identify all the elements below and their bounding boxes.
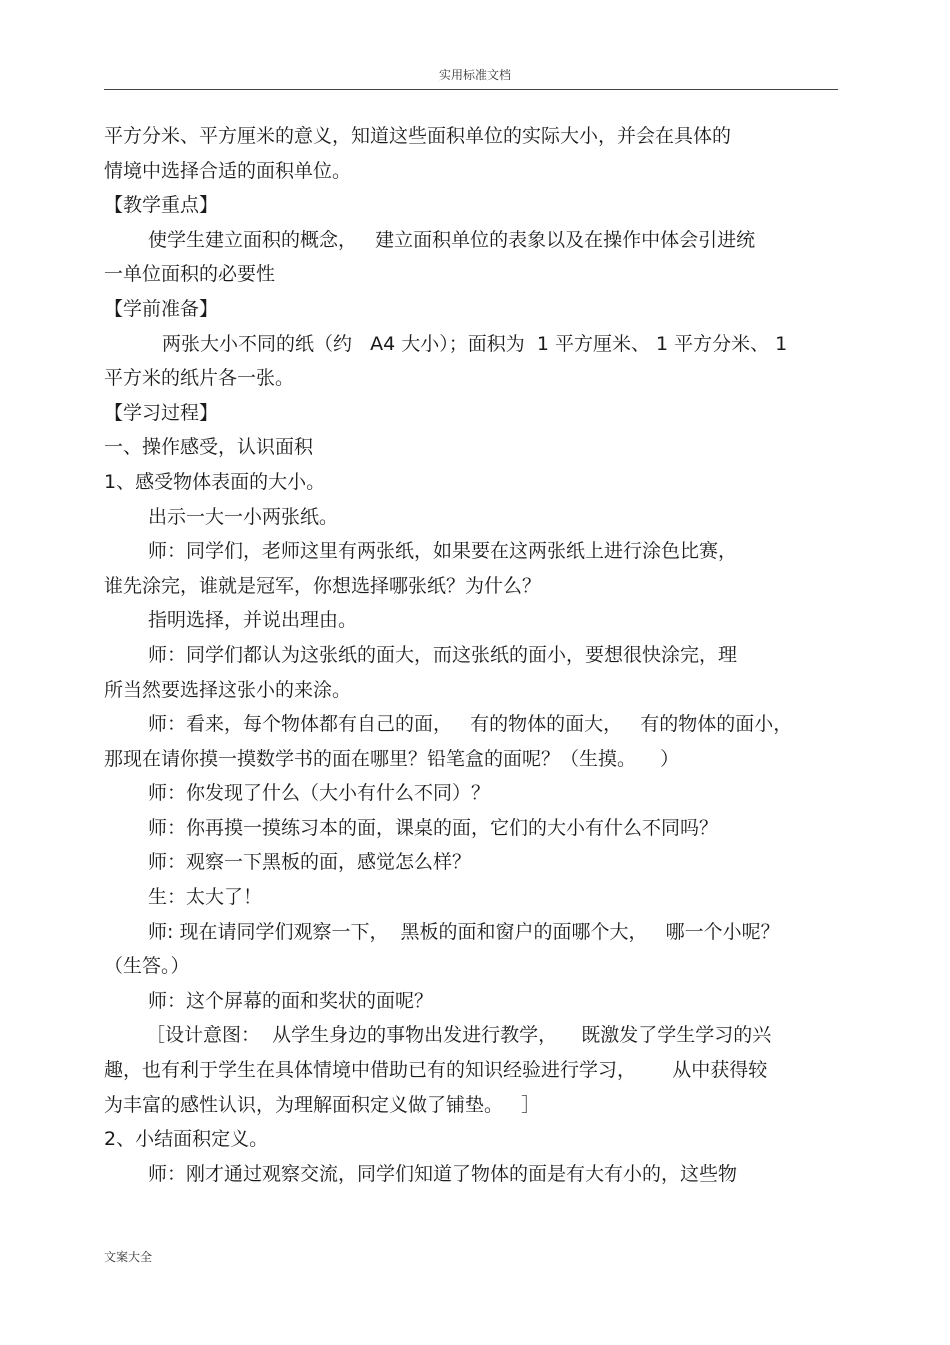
text-line: 师：同学们都认为这张纸的面大，而这张纸的面小，要想很快涂完，理 [148, 643, 738, 666]
text-line: 师：这个屏幕的面和奖状的面呢？ [148, 989, 434, 1012]
text-line: 一单位面积的必要性 [104, 263, 276, 286]
text-line: 【学习过程】 [104, 401, 219, 424]
text-line: 平方分米、平方厘米的意义，知道这些面积单位的实际大小，并会在具体的 [104, 125, 732, 147]
text-line: 师：同学们，老师这里有两张纸，如果要在这两张纸上进行涂色比赛， [148, 540, 738, 563]
text-line: 【学前准备】 [104, 297, 219, 320]
text-line: 情境中选择合适的面积单位。 [104, 159, 352, 182]
text-line: 师：看来，每个物体都有自己的面， 有的物体的面大， 有的物体的面小， [148, 713, 793, 736]
text-line: 指明选择，并说出理由。 [148, 609, 358, 632]
page-header: 实用标准文档 [438, 68, 511, 82]
text-line: 平方米的纸片各一张。 [104, 367, 295, 390]
header-divider [104, 89, 838, 90]
document-body [104, 119, 838, 1191]
text-line: 【教学重点】 [104, 194, 219, 217]
text-line: 师：你再摸一摸练习本的面，课桌的面，它们的大小有什么不同吗？ [148, 816, 719, 839]
text-line: 师: 现在请同学们观察一下， 黑板的面和窗户的面哪个大， 哪一个小呢？ [148, 920, 780, 943]
text-line: （生答。） [104, 955, 190, 978]
text-line: 师：观察一下黑板的面，感觉怎么样？ [148, 851, 472, 874]
text-line: 师：刚才通过观察交流，同学们知道了物体的面是有大有小的，这些物 [148, 1162, 738, 1185]
text-line: 生：太大了！ [148, 886, 263, 909]
text-line: 1、感受物体表面的大小。 [104, 470, 326, 493]
text-line: ［设计意图： 从学生身边的事物出发进行教学， 既激发了学生学习的兴 [146, 1024, 772, 1047]
page-footer: 文案大全 [104, 1250, 153, 1264]
text-line: 师：你发现了什么（大小有什么不同）？ [148, 782, 491, 805]
text-line: 那现在请你摸一摸数学书的面在哪里？铅笔盒的面呢？（生摸。 ） [104, 747, 680, 770]
text-line: 趣，也有利于学生在具体情境中借助已有的知识经验进行学习， 从中获得较 [104, 1059, 768, 1082]
text-line: 为丰富的感性认识，为理解面积定义做了铺垫。 ］ [104, 1093, 541, 1116]
text-line: 出示一大一小两张纸。 [148, 505, 339, 528]
text-line: 2、小结面积定义。 [104, 1128, 269, 1151]
text-line: 一、操作感受，认识面积 [104, 436, 314, 459]
text-line: 两张大小不同的纸（约 A4 大小）；面积为 1 平方厘米、 1 平方分米、 1 [162, 332, 788, 355]
text-line: 谁先涂完，谁就是冠军，你想选择哪张纸？为什么？ [104, 574, 542, 597]
text-line: 使学生建立面积的概念， 建立面积单位的表象以及在操作中体会引进统 [148, 228, 756, 251]
text-line: 所当然要选择这张小的来涂。 [104, 678, 352, 701]
